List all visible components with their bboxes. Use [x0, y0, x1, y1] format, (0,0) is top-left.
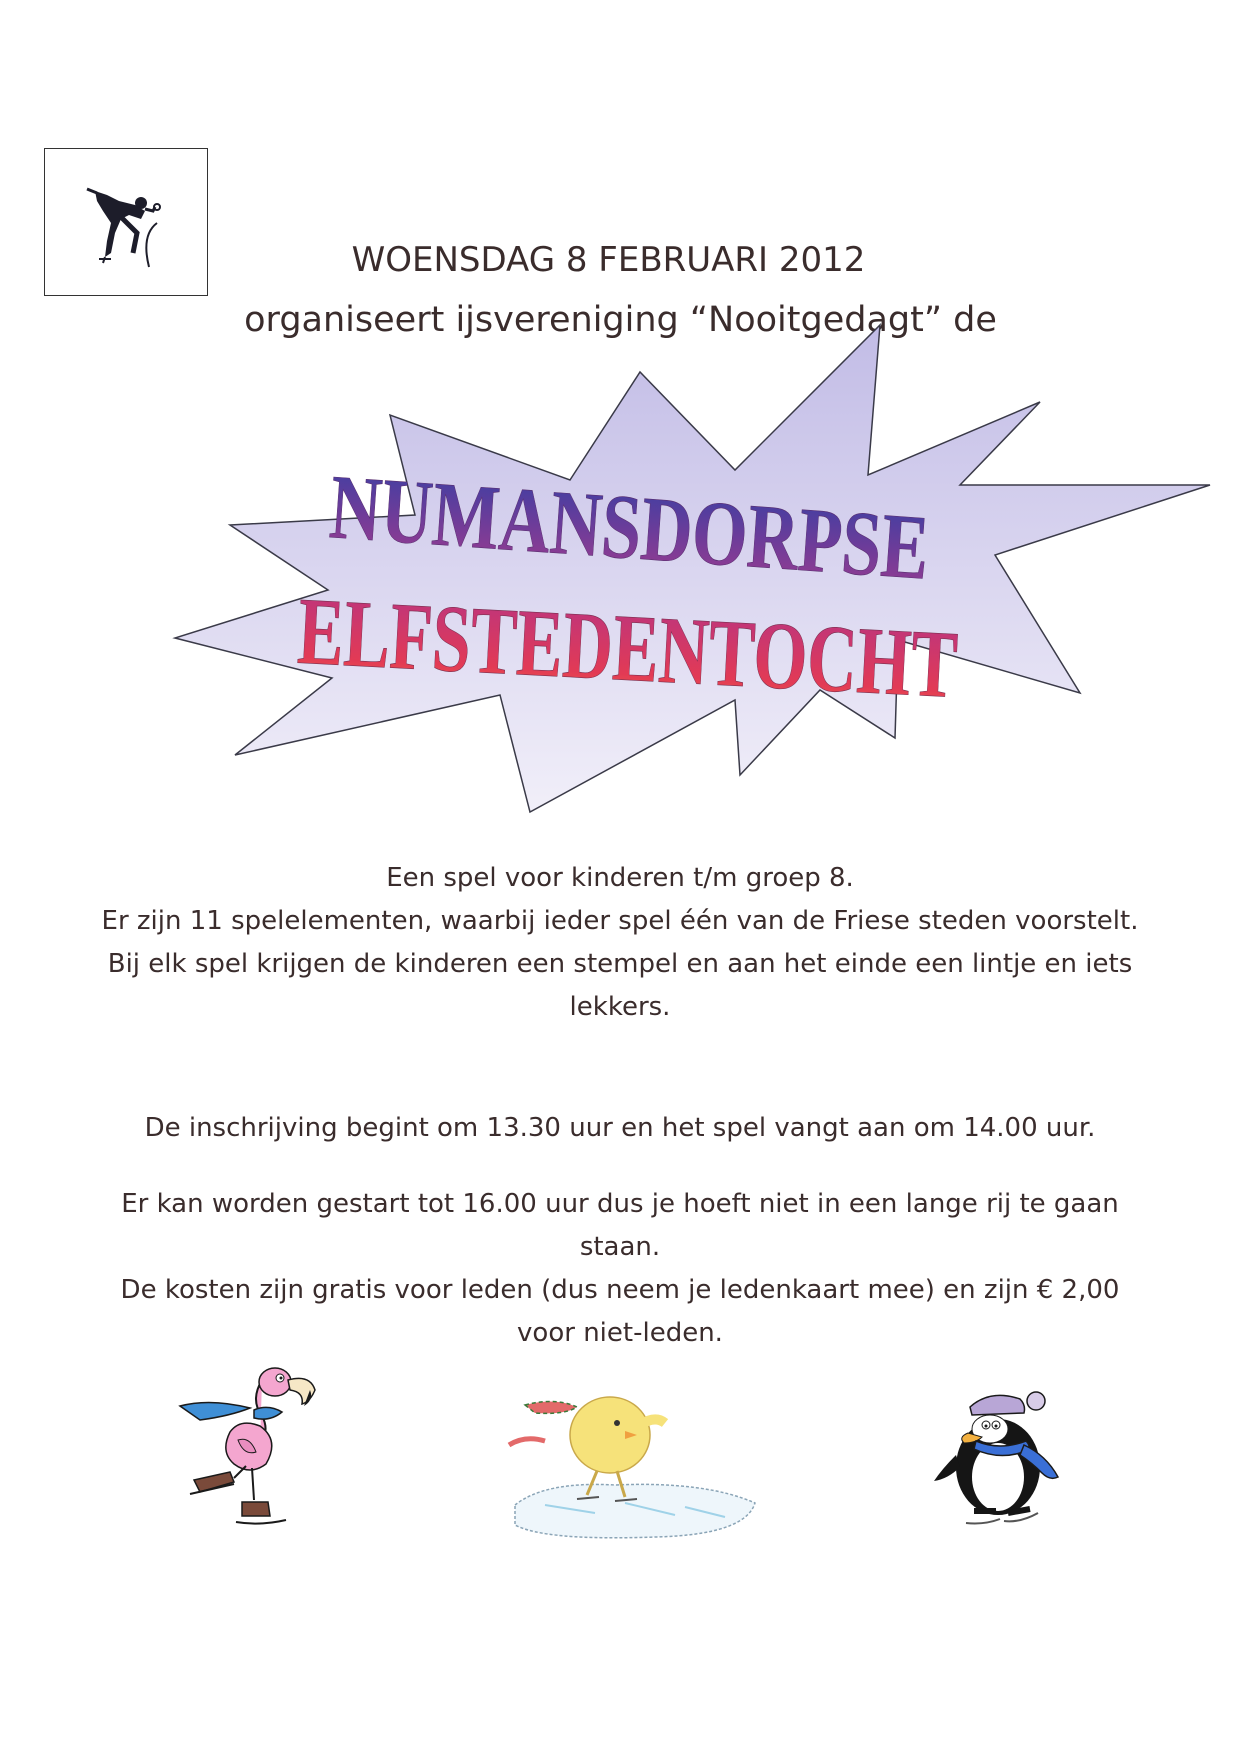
penguin-skater-icon — [920, 1385, 1080, 1535]
description-line: Een spel voor kinderen t/m groep 8. — [386, 863, 854, 893]
registration-block — [90, 1107, 1150, 1150]
chick-skater-icon — [505, 1385, 765, 1550]
info-line: De kosten zijn gratis voor leden (dus neem je ledenkaart mee) en zijn € 2,00 voor niet-leden. — [120, 1275, 1120, 1348]
info-block — [90, 1183, 1150, 1355]
event-date: WOENSDAG 8 FEBRUARI 2012 — [351, 240, 866, 280]
title-line-2: ELFSTEDENTOCHT — [295, 576, 1216, 732]
registration-line: De inschrijving begint om 13.30 uur en het spel vangt aan om 14.00 uur. — [144, 1113, 1096, 1143]
description-line: Er zijn 11 spelelementen, waarbij ieder spel één van de Friese steden voorstelt. — [101, 906, 1139, 936]
organizer-line: organiseert ijsvereniging “Nooitgedagt” de — [244, 300, 997, 340]
flamingo-skater-icon — [170, 1360, 340, 1540]
info-line: Er kan worden gestart tot 16.00 uur dus je hoeft niet in een lange rij te gaan staan. — [121, 1189, 1119, 1262]
title-line-1: NUMANSDORPSE — [326, 455, 1109, 612]
description-block — [90, 857, 1150, 1029]
description-line: Bij elk spel krijgen de kinderen een stempel en aan het einde een lintje en iets lekkers. — [107, 949, 1133, 1022]
